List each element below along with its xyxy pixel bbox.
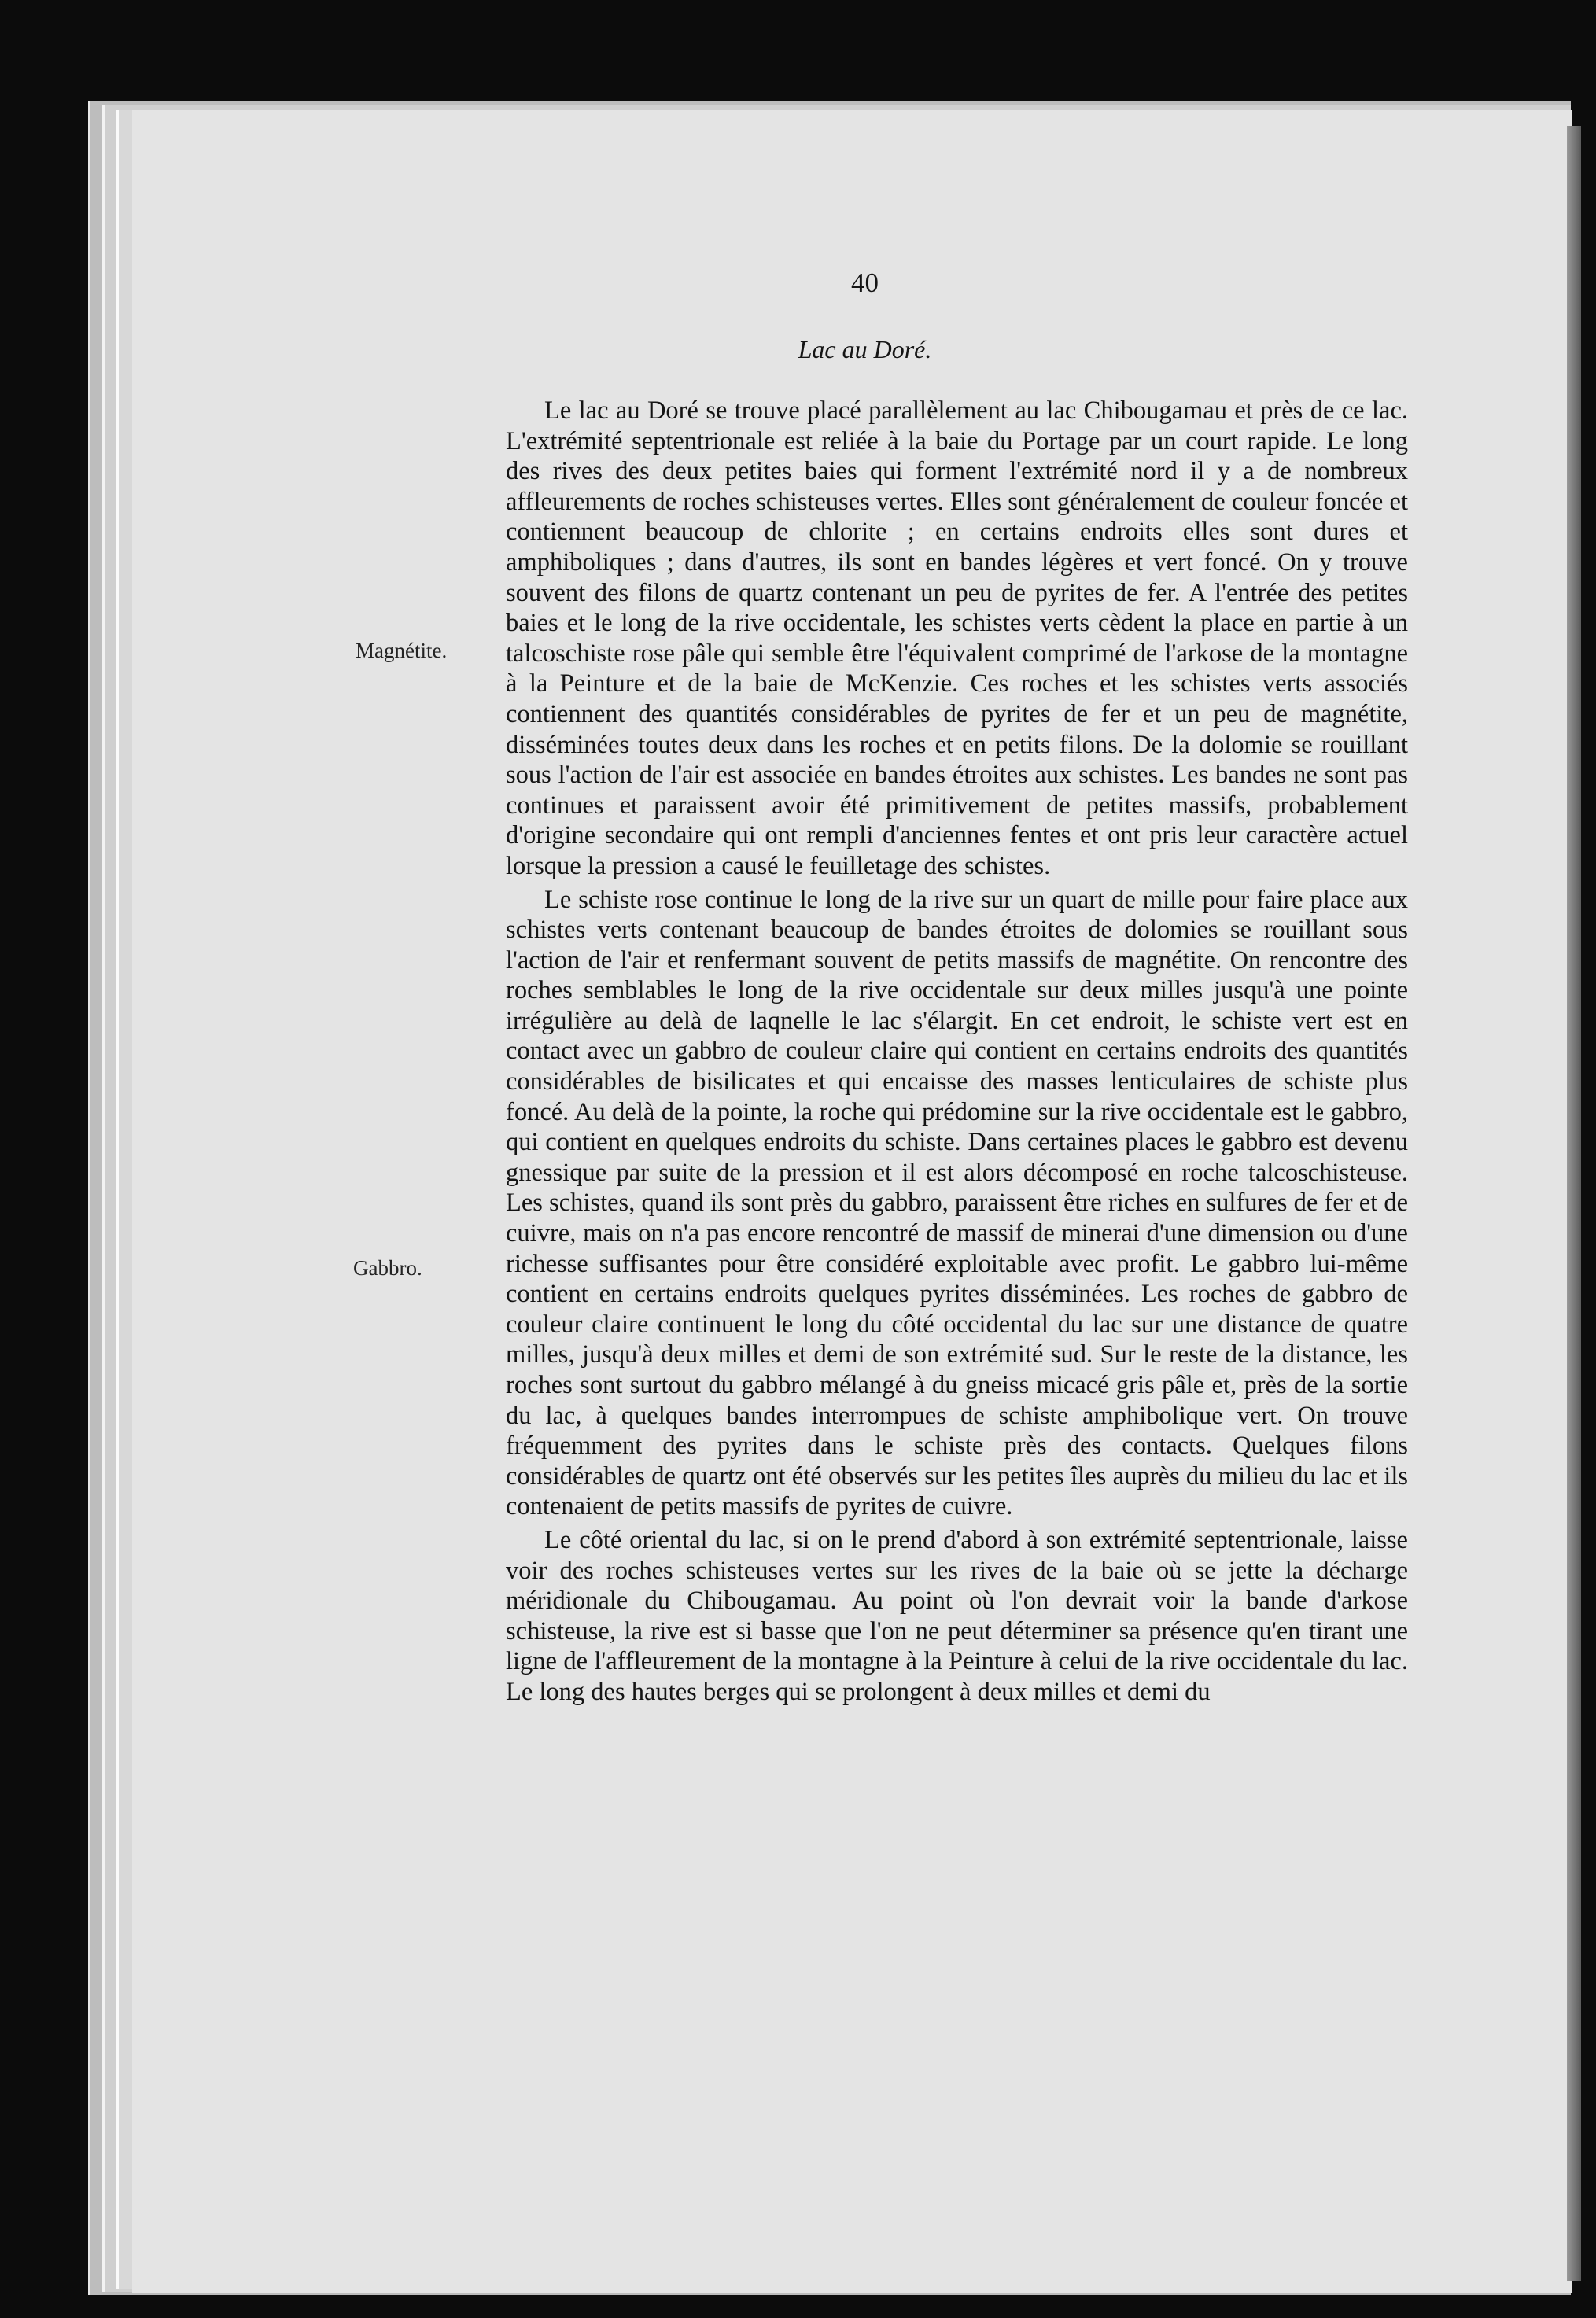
paragraph-3: Le côté oriental du lac, si on le prend d'abord à son extrémité septentrionale, laisse voir des roches schisteuses vertes sur les rives de la baie où se jette la décharge méridionale du Chibougamau. Au point où l'on devrait voir la bande d'arkose schisteuse, la rive est si basse que l'on ne peut déterminer sa présence qu'en tirant une ligne de l'affleurement de la montagne à la Peinture à celui de la rive occidentale du lac. Le long des hautes berges qui se prolongent à deux milles et demi du <box>506 1525 1408 1706</box>
margin-note-gabbro: Gabbro. <box>353 1256 422 1280</box>
page-right-edge <box>1567 126 1581 2281</box>
section-title: Lac au Doré. <box>798 335 932 363</box>
page-number: 40 <box>851 267 879 298</box>
margin-note-magnetite: Magnétite. <box>356 639 448 662</box>
body-text <box>506 396 1408 1708</box>
paragraph-1: Le lac au Doré se trouve placé parallèlement au lac Chibougamau et près de ce lac. L'extrémité septentrionale est reliée à la baie du Portage par un court rapide. Le long des rives des deux petites baies qui forment l'extrémité nord il y a de nombreux affleurements de roches schisteuses vertes. Elles sont généralement de couleur foncée et contiennent beaucoup de chlorite ; en certains endroits elles sont dures et amphiboliques ; dans d'autres, ils sont en bandes légères et vert foncé. On y trouve souvent des filons de quartz contenant un peu de pyrites de fer. A l'entrée des petites baies et le long de la rive occidentale, les schistes verts cèdent la place en partie à un talcoschiste rose pâle qui semble être l'équivalent comprimé de l'arkose de la montagne à la Peinture et de la baie de McKenzie. Ces roches et les schistes verts associés contiennent des quantités considérables de pyrites de fer et un peu de magnétite, disséminées toutes deux dans les roches et en petits filons. De la dolomie se rouillant sous l'action de l'air est associée en bandes étroites aux schistes. Les bandes ne sont pas continues et paraissent avoir été primitivement de petites massifs, probablement d'origine secondaire qui ont rempli d'anciennes fentes et ont pris leur caractère actuel lorsque la pression a causé le feuilletage des schistes. <box>506 396 1408 880</box>
paragraph-2: Le schiste rose continue le long de la rive sur un quart de mille pour faire place aux schistes verts contenant beaucoup de bandes étroites de dolomies se rouillant sous l'action de l'air et renfermant souvent de petits massifs de magnétite. On rencontre des roches semblables le long de la rive occidentale sur deux milles jusqu'à une pointe irrégulière au delà de laqnelle le lac s'élargit. En cet endroit, le schiste vert est en contact avec un gabbro de couleur claire qui contient en certains endroits des quantités considérables de bisilicates et qui encaisse des masses lenticulaires de schiste plus foncé. Au delà de la pointe, la roche qui prédomine sur la rive occidentale est le gabbro, qui contient en quelques endroits du schiste. Dans certaines places le gabbro est devenu gnessique par suite de la pression et il est alors décomposé en roche talcoschisteuse. Les schistes, quand ils sont près du gabbro, paraissent être riches en sulfures de fer et de cuivre, mais on n'a pas encore rencontré de massif de minerai d'une dimension ou d'une richesse suffisantes pour être considéré exploitable avec profit. Le gabbro lui-même contient en certains endroits quelques pyrites disséminées. Les roches de gabbro de couleur claire continuent le long du côté occidental du lac sur une distance de quatre milles, jusqu'à deux milles et demi de son extrémité sud. Sur le reste de la distance, les roches sont surtout du gabbro mélangé à du gneiss micacé gris pâle et, près de la sortie du lac, à quelques bandes interrompues de schiste amphibolique vert. On trouve fréquemment des pyrites dans le schiste près des contacts. Quelques filons considérables de quartz ont été observés sur les petites îles auprès du milieu du lac et ils contenaient de petits massifs de pyrites de cuivre. <box>506 885 1408 1521</box>
